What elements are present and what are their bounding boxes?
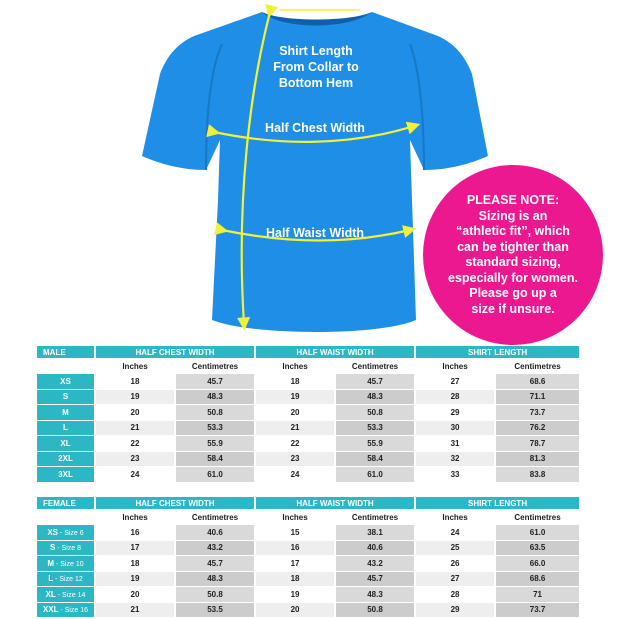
size-name: M [47, 558, 55, 568]
inches-cell: 25 [415, 540, 495, 556]
inches-cell: 22 [95, 436, 175, 452]
inches-cell: 19 [255, 389, 335, 405]
unit-header-inches: Inches [95, 510, 175, 525]
size-name: XL [45, 589, 56, 599]
shirt-length-label-line: Shirt Length [279, 44, 353, 58]
centimetres-cell: 83.8 [495, 467, 580, 483]
inches-cell: 18 [95, 556, 175, 572]
size-cell [37, 436, 95, 452]
unit-header-centimetres: Centimetres [495, 510, 580, 525]
measure-group-header: HALF WAIST WIDTH [255, 497, 415, 510]
inches-cell: 24 [255, 467, 335, 483]
centimetres-cell: 45.7 [335, 374, 415, 390]
inches-cell: 18 [95, 374, 175, 390]
centimetres-cell: 43.2 [175, 540, 255, 556]
sizing-note-line: size if unsure. [471, 301, 555, 316]
inches-cell: 20 [255, 602, 335, 618]
centimetres-cell: 61.0 [335, 467, 415, 483]
size-cell [37, 571, 95, 587]
size-name: S [49, 543, 56, 553]
inches-cell: 18 [255, 571, 335, 587]
shirt-length-label-line: Bottom Hem [278, 76, 354, 90]
inches-cell: 31 [415, 436, 495, 452]
table-row [37, 571, 580, 587]
size-cell [37, 451, 95, 467]
inches-cell: 16 [95, 525, 175, 541]
inches-cell: 26 [415, 556, 495, 572]
inches-cell: 20 [255, 405, 335, 421]
sizing-note-line: PLEASE NOTE: [466, 193, 560, 207]
unit-header-inches: Inches [255, 510, 335, 525]
measure-group-header: SHIRT LENGTH [415, 497, 580, 510]
unit-header-centimetres: Centimetres [335, 510, 415, 525]
size-name: XS [60, 376, 71, 386]
size-name: 2XL [58, 454, 73, 464]
centimetres-cell: 55.9 [175, 436, 255, 452]
table-row [37, 525, 580, 541]
size-number: - Size 10 [54, 560, 84, 568]
table-row [37, 556, 580, 572]
measure-group-header: HALF WAIST WIDTH [255, 346, 415, 359]
centimetres-cell: 76.2 [495, 420, 580, 436]
centimetres-cell: 53.3 [175, 420, 255, 436]
unit-header-centimetres: Centimetres [175, 510, 255, 525]
size-column-spacer [37, 510, 95, 525]
male-label: MALE [37, 346, 95, 359]
inches-cell: 21 [255, 420, 335, 436]
size-name: L [48, 574, 54, 584]
table-row [37, 374, 580, 390]
size-number: - Size 16 [58, 607, 89, 615]
centimetres-cell: 50.8 [335, 602, 415, 618]
shirt-length-label [256, 43, 376, 91]
half-chest-width-label: Half Chest Width [265, 121, 365, 135]
size-column-spacer [37, 359, 95, 374]
inches-cell: 19 [95, 389, 175, 405]
centimetres-cell: 43.2 [335, 556, 415, 572]
inches-cell: 17 [255, 556, 335, 572]
centimetres-cell: 50.8 [335, 405, 415, 421]
table-header-row [37, 346, 580, 359]
unit-header-centimetres: Centimetres [335, 359, 415, 374]
size-number: - Size 12 [53, 576, 83, 584]
table-row [37, 587, 580, 603]
measure-group-header: SHIRT LENGTH [415, 346, 580, 359]
centimetres-cell: 45.7 [175, 556, 255, 572]
shirt-length-label-line: From Collar to [273, 60, 359, 74]
size-name: S [62, 392, 69, 402]
centimetres-cell: 71.1 [495, 389, 580, 405]
inches-cell: 29 [415, 405, 495, 421]
centimetres-cell: 48.3 [335, 587, 415, 603]
sizing-note-line: standard sizing, [465, 255, 561, 269]
size-cell [37, 420, 95, 436]
inches-cell: 18 [255, 374, 335, 390]
inches-cell: 20 [95, 587, 175, 603]
inches-cell: 23 [95, 451, 175, 467]
sizing-note-line: can be tighter than [457, 239, 569, 254]
inches-cell: 32 [415, 451, 495, 467]
centimetres-cell: 40.6 [175, 525, 255, 541]
centimetres-cell: 58.4 [335, 451, 415, 467]
unit-header-centimetres: Centimetres [495, 359, 580, 374]
inches-cell: 17 [95, 540, 175, 556]
centimetres-cell: 53.3 [335, 420, 415, 436]
centimetres-cell: 38.1 [335, 525, 415, 541]
table-row [37, 389, 580, 405]
centimetres-cell: 68.6 [495, 571, 580, 587]
size-name: XS [47, 527, 58, 537]
size-cell [37, 540, 95, 556]
unit-header-row [37, 510, 580, 525]
centimetres-cell: 50.8 [175, 587, 255, 603]
centimetres-cell: 48.3 [175, 571, 255, 587]
size-cell [37, 374, 95, 390]
centimetres-cell: 40.6 [335, 540, 415, 556]
inches-cell: 28 [415, 587, 495, 603]
sizing-note-line: especially for women. [448, 270, 578, 285]
female-label: FEMALE [37, 497, 95, 510]
centimetres-cell: 73.7 [495, 405, 580, 421]
table-header-row [37, 497, 580, 510]
inches-cell: 30 [415, 420, 495, 436]
size-number: - Size 6 [57, 529, 84, 537]
size-number: - Size 8 [55, 545, 82, 553]
table-row [37, 420, 580, 436]
inches-cell: 29 [415, 602, 495, 618]
centimetres-cell: 48.3 [335, 389, 415, 405]
centimetres-cell: 45.7 [335, 571, 415, 587]
inches-cell: 21 [95, 420, 175, 436]
size-cell [37, 389, 95, 405]
table-row [37, 451, 580, 467]
female-size-table [37, 497, 581, 618]
unit-header-inches: Inches [415, 510, 495, 525]
centimetres-cell: 61.0 [495, 525, 580, 541]
inches-cell: 23 [255, 451, 335, 467]
centimetres-cell: 73.7 [495, 602, 580, 618]
male-size-table [37, 346, 581, 483]
centimetres-cell: 63.5 [495, 540, 580, 556]
centimetres-cell: 66.0 [495, 556, 580, 572]
table-row [37, 602, 580, 618]
inches-cell: 27 [415, 374, 495, 390]
size-name: 3XL [58, 469, 73, 479]
size-cell [37, 525, 95, 541]
size-name: XL [60, 438, 71, 448]
measure-group-header: HALF CHEST WIDTH [95, 497, 255, 510]
inches-cell: 27 [415, 571, 495, 587]
unit-header-centimetres: Centimetres [175, 359, 255, 374]
inches-cell: 21 [95, 602, 175, 618]
size-cell [37, 556, 95, 572]
inches-cell: 19 [95, 571, 175, 587]
size-cell [37, 467, 95, 483]
centimetres-cell: 48.3 [175, 389, 255, 405]
table-row [37, 540, 580, 556]
inches-cell: 28 [415, 389, 495, 405]
centimetres-cell: 45.7 [175, 374, 255, 390]
inches-cell: 15 [255, 525, 335, 541]
inches-cell: 33 [415, 467, 495, 483]
centimetres-cell: 71 [495, 587, 580, 603]
centimetres-cell: 50.8 [175, 405, 255, 421]
half-waist-width-label: Half Waist Width [265, 226, 365, 240]
sizing-note-line: Please go up a [469, 286, 557, 300]
size-name: L [63, 423, 68, 433]
centimetres-cell: 55.9 [335, 436, 415, 452]
size-name: XXL [42, 605, 59, 615]
centimetres-cell: 58.4 [175, 451, 255, 467]
inches-cell: 24 [415, 525, 495, 541]
size-cell [37, 405, 95, 421]
size-cell [37, 602, 95, 618]
sizing-note-line: “athletic fit”, which [456, 224, 570, 238]
table-row [37, 467, 580, 483]
measure-group-header: HALF CHEST WIDTH [95, 346, 255, 359]
inches-cell: 20 [95, 405, 175, 421]
size-number: - Size 14 [55, 591, 86, 599]
unit-header-inches: Inches [95, 359, 175, 374]
centimetres-cell: 78.7 [495, 436, 580, 452]
table-row [37, 436, 580, 452]
unit-header-inches: Inches [415, 359, 495, 374]
centimetres-cell: 61.0 [175, 467, 255, 483]
size-cell [37, 587, 95, 603]
size-name: M [62, 407, 69, 417]
table-row [37, 405, 580, 421]
centimetres-cell: 68.6 [495, 374, 580, 390]
inches-cell: 16 [255, 540, 335, 556]
sizing-note-line: Sizing is an [478, 208, 548, 223]
inches-cell: 19 [255, 587, 335, 603]
centimetres-cell: 53.5 [175, 602, 255, 618]
sizing-note-badge [423, 165, 603, 345]
centimetres-cell: 81.3 [495, 451, 580, 467]
unit-header-inches: Inches [255, 359, 335, 374]
inches-cell: 22 [255, 436, 335, 452]
inches-cell: 24 [95, 467, 175, 483]
unit-header-row [37, 359, 580, 374]
